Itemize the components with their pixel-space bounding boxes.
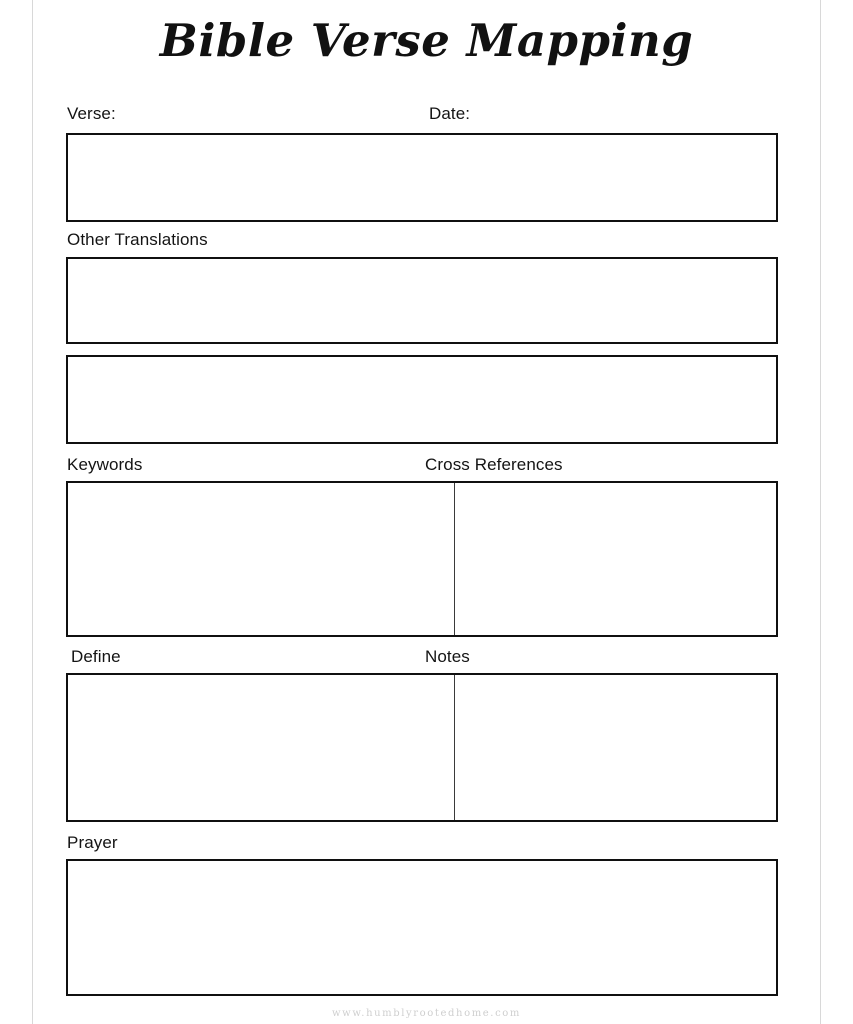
keywords-input[interactable] (68, 483, 419, 635)
notes-input[interactable] (423, 675, 776, 820)
verse-label: Verse: (67, 104, 116, 123)
translation-input-2[interactable] (66, 355, 778, 444)
verse-input[interactable] (66, 133, 778, 222)
page-title: Bible Verse Mapping (159, 14, 694, 67)
cross-references-label: Cross References (425, 455, 563, 474)
define-input[interactable] (68, 675, 419, 820)
other-translations-label: Other Translations (67, 230, 208, 249)
translation-input-1[interactable] (66, 257, 778, 344)
prayer-label: Prayer (67, 833, 118, 852)
notes-label: Notes (425, 647, 470, 666)
prayer-input[interactable] (66, 859, 778, 996)
footer-watermark: www.humblyrootedhome.com (332, 1008, 521, 1019)
worksheet-sheet (33, 0, 820, 1024)
keywords-label: Keywords (67, 455, 143, 474)
define-label: Define (71, 647, 121, 666)
page-right-rule (820, 0, 821, 1024)
cross-references-input[interactable] (423, 483, 776, 635)
date-label: Date: (429, 104, 471, 123)
